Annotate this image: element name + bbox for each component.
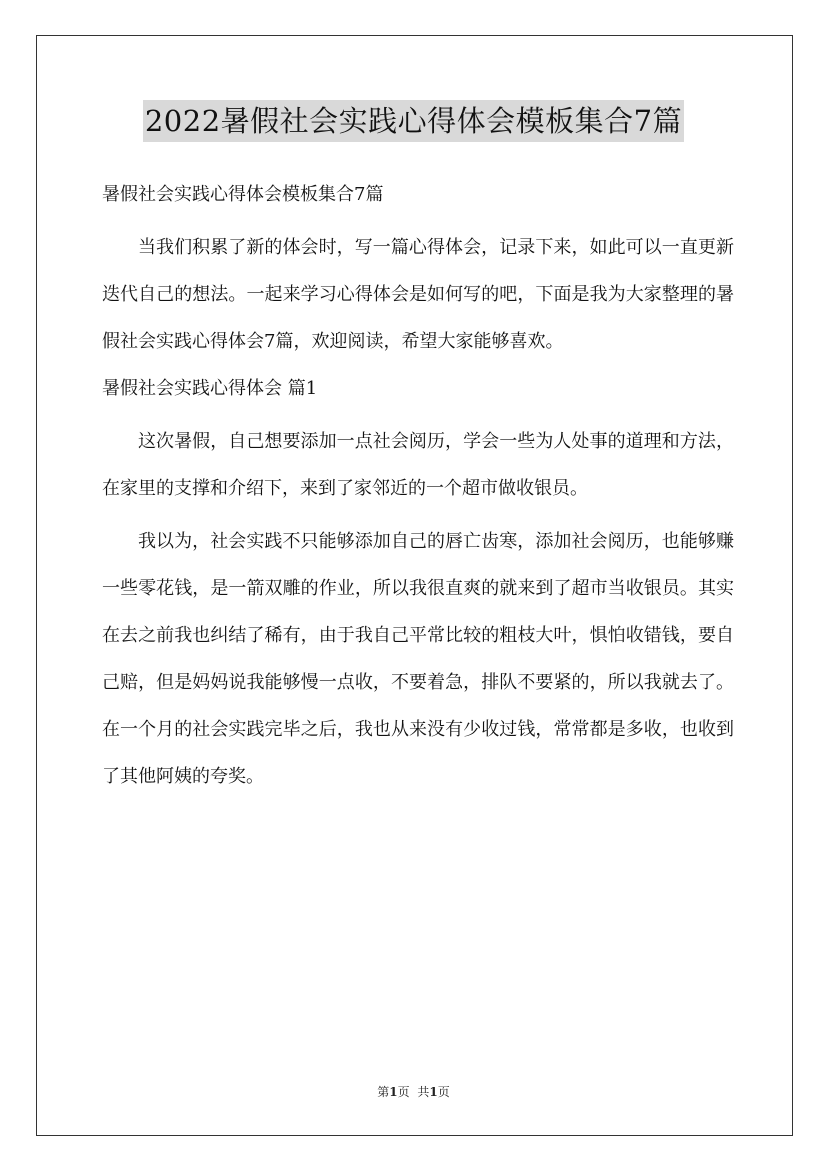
total-pages-count: 1	[429, 1085, 438, 1099]
total-pages-suffix: 页	[437, 1085, 450, 1099]
page-number-current: 1	[389, 1085, 398, 1099]
title-container	[0, 100, 827, 142]
section-heading: 暑假社会实践心得体会 篇1	[102, 378, 318, 399]
document-title: 2022暑假社会实践心得体会模板集合7篇	[143, 100, 684, 142]
page-number-suffix: 页	[397, 1085, 410, 1099]
document-body	[102, 171, 734, 800]
page-footer	[0, 1083, 827, 1100]
document-subtitle: 暑假社会实践心得体会模板集合7篇	[102, 184, 384, 205]
total-pages-prefix: 共	[417, 1085, 430, 1099]
intro-paragraph: 当我们积累了新的体会时，写一篇心得体会，记录下来，如此可以一直更新迭代自己的想法。一起来学习心得体会是如何写的吧，下面是我为大家整理的暑假社会实践心得体会7篇，欢迎阅读，希望大家能够喜欢。	[102, 237, 734, 352]
body-paragraph: 这次暑假，自己想要添加一点社会阅历，学会一些为人处事的道理和方法，在家里的支撑和介绍下，来到了家邻近的一个超市做收银员。	[102, 431, 734, 499]
body-paragraph: 我以为，社会实践不只能够添加自己的唇亡齿寒，添加社会阅历，也能够赚一些零花钱，是一箭双雕的作业，所以我很直爽的就来到了超市当收银员。其实在去之前我也纠结了稀有，由于我自己平常比较的粗枝大叶，惧怕收错钱，要自己赔，但是妈妈说我能够慢一点收，不要着急，排队不要紧的，所以我就去了。在一个月的社会实践完毕之后，我也从来没有少收过钱，常常都是多收，也收到了其他阿姨的夸奖。	[102, 531, 734, 787]
page-number-prefix: 第	[377, 1085, 390, 1099]
